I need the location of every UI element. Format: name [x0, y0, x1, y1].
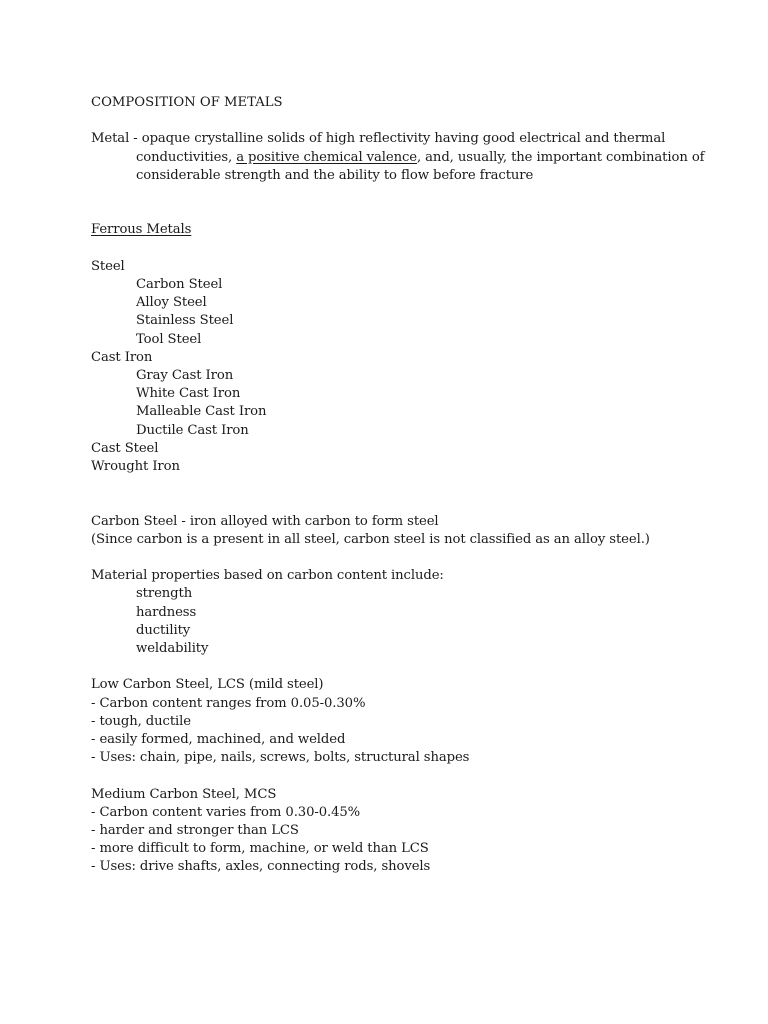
steel-label: Steel: [91, 258, 125, 274]
document-title: COMPOSITION OF METALS: [91, 95, 283, 110]
list-item: Ductile Cast Iron: [136, 422, 249, 438]
list-item: - Uses: chain, pipe, nails, screws, bolts, structural shapes: [91, 750, 470, 766]
list-item: ductility: [136, 622, 191, 638]
low-carbon-section: [91, 676, 731, 767]
carbon-steel-definition: Carbon Steel - iron alloyed with carbon to form steel: [91, 513, 439, 529]
list-item: strength: [136, 586, 193, 602]
list-item: Stainless Steel: [136, 313, 234, 329]
list-item: - Carbon content ranges from 0.05-0.30%: [91, 695, 366, 711]
list-item: White Cast Iron: [136, 386, 241, 402]
list-item: - easily formed, machined, and welded: [91, 732, 346, 748]
spacer: [91, 240, 731, 258]
list-item: hardness: [136, 604, 197, 620]
valence-underlined-text: a positive chemical valence: [236, 149, 417, 165]
definition-line-1: Metal - opaque crystalline solids of high reflectivity having good electrical and thermal: [91, 131, 666, 147]
definition-line-2: [91, 149, 731, 167]
cast-steel-label: Cast Steel: [91, 440, 159, 456]
ferrous-list: [91, 258, 731, 476]
list-item: Carbon Steel: [136, 276, 223, 292]
definition-line-3: considerable strength and the ability to flow before fracture: [136, 167, 534, 183]
list-item: - tough, ductile: [91, 713, 191, 729]
properties-intro: Material properties based on carbon content include:: [91, 568, 444, 584]
wrought-iron-label: Wrought Iron: [91, 459, 180, 475]
list-item: - Uses: drive shafts, axles, connecting rods, shovels: [91, 859, 431, 875]
medium-carbon-heading: Medium Carbon Steel, MCS: [91, 786, 277, 802]
spacer: [91, 185, 731, 221]
list-item: - more difficult to form, machine, or weld than LCS: [91, 841, 429, 857]
definition-line-2-pre: conductivities,: [136, 149, 237, 165]
document-page: [91, 94, 731, 877]
spacer: [91, 767, 731, 785]
ferrous-heading: Ferrous Metals: [91, 222, 192, 238]
low-carbon-heading: Low Carbon Steel, LCS (mild steel): [91, 677, 324, 693]
list-item: Malleable Cast Iron: [136, 404, 267, 420]
medium-carbon-section: [91, 786, 731, 877]
spacer: [91, 476, 731, 512]
spacer: [91, 658, 731, 676]
definition-line-2-post: , and, usually, the important combination of: [416, 149, 705, 165]
list-item: Tool Steel: [136, 331, 202, 347]
list-item: Alloy Steel: [136, 295, 207, 311]
spacer: [91, 549, 731, 567]
list-item: - Carbon content varies from 0.30-0.45%: [91, 804, 361, 820]
carbon-steel-section: [91, 513, 731, 659]
list-item: - harder and stronger than LCS: [91, 823, 299, 839]
metal-definition: [91, 130, 731, 185]
list-item: Gray Cast Iron: [136, 368, 234, 383]
carbon-steel-note: (Since carbon is a present in all steel, carbon steel is not classified as an alloy steel.): [91, 531, 650, 547]
list-item: weldability: [136, 641, 209, 657]
cast-iron-label: Cast Iron: [91, 349, 153, 365]
spacer: [91, 112, 731, 130]
